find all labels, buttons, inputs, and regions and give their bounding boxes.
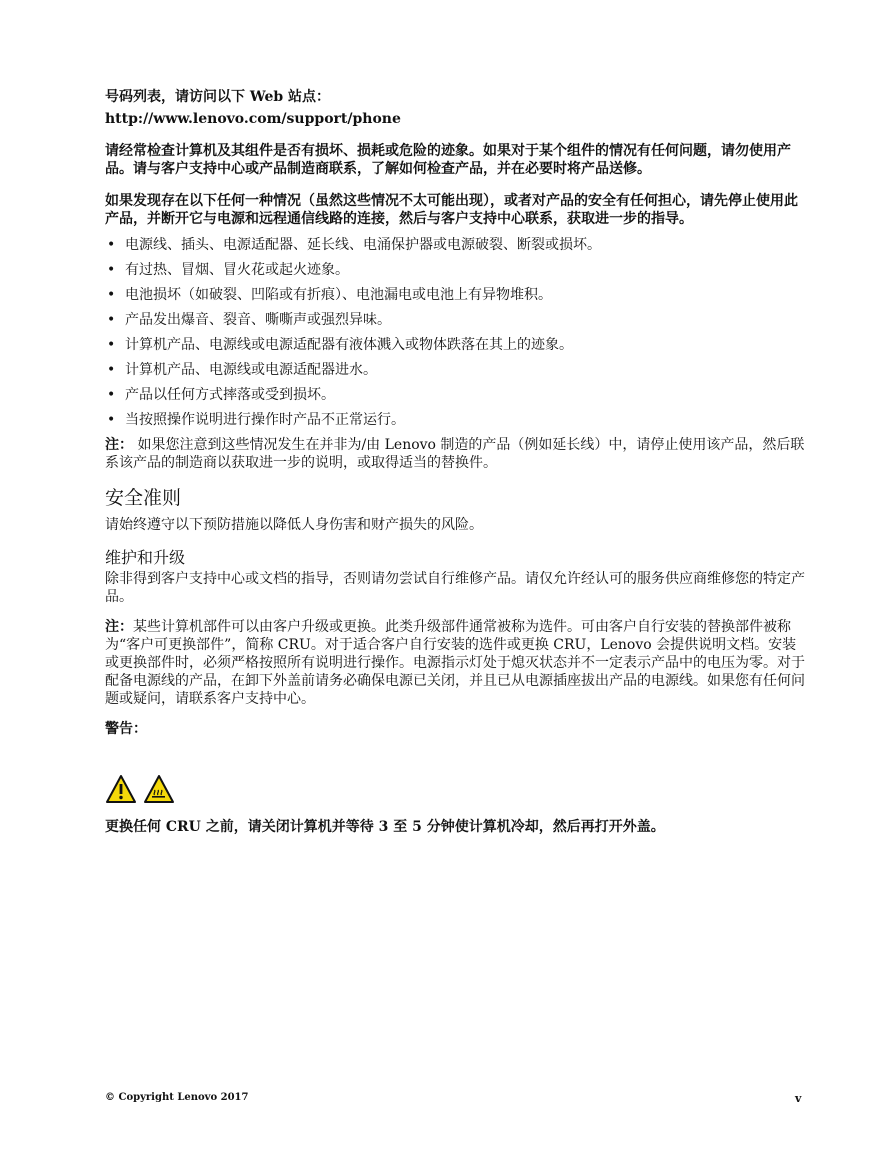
bullet-icon: • (107, 362, 116, 378)
intro-line: 号码列表，请访问以下 Web 站点： (105, 89, 331, 105)
section-title: 安全准则 (105, 487, 182, 509)
hazard-list (105, 236, 807, 429)
hot-surface-icon (143, 774, 175, 804)
list-item: • 电源线、插头、电源适配器、延长线、电涌保护器或电源破裂、断裂或损坏。 (107, 237, 601, 253)
document-body (105, 88, 807, 836)
note-text: 如果您注意到这些情况发生在并非为/由 Lenovo 制造的产品（例如延长线）中，请停止使用该产品，然后联系该产品的制造商以获取进一步的说明，或取得适当的替换件。 (105, 437, 805, 471)
list-item: • 产品发出爆音、裂音、嘶嘶声或强烈异味。 (107, 312, 391, 328)
warning-label: 警告： (105, 721, 147, 737)
subsection-title: 维护和升级 (105, 548, 186, 567)
warning-icon (105, 774, 137, 804)
warning-icons (105, 774, 807, 804)
note-label: 注： (105, 437, 133, 453)
list-item: • 产品以任何方式摔落或受到损坏。 (107, 387, 335, 403)
bullet-icon: • (107, 312, 116, 328)
support-url[interactable]: http://www.lenovo.com/support/phone (105, 111, 401, 127)
bullet-icon: • (107, 412, 116, 428)
bullet-icon: • (107, 262, 116, 278)
list-item: • 电池损坏（如破裂、凹陷或有折痕）、电池漏电或电池上有异物堆积。 (107, 287, 552, 303)
stop-paragraph: 如果发现存在以下任何一种情况（虽然这些情况不太可能出现），或者对产品的安全有任何担心，请先停止使用此产品，并断开它与电源和远程通信线路的连接，然后与客户支持中心联系，获取进一步的指导。 (105, 193, 798, 227)
bullet-icon: • (107, 237, 116, 253)
list-item: • 计算机产品、电源线或电源适配器进水。 (107, 362, 377, 378)
list-item: • 有过热、冒烟、冒火花或起火迹象。 (107, 262, 349, 278)
bullet-icon: • (107, 337, 116, 353)
note-text: 某些计算机部件可以由客户升级或更换。此类升级部件通常被称为选件。可由客户自行安装的替换部件被称为“客户可更换部件”，简称 CRU。对于适合客户自行安装的选件或更换 CRU，Lenovo 会提供说明文档。安装或更换部件时，必须严格按照所有说明进行操作。电源指示灯处于熄灭状态并不一定表示产品中的电压为零。对于配备电源线的产品，在卸下外盖前请务必确保电源已关闭，并且已从电源插座拔出产品的电源线。如果您有任何问题或疑问，请联系客户支持中心。 (105, 619, 805, 707)
list-item: • 计算机产品、电源线或电源适配器有液体溅入或物体跌落在其上的迹象。 (107, 337, 573, 353)
note-label: 注： (105, 619, 133, 635)
note-non-lenovo (105, 436, 807, 472)
subsection-text: 除非得到客户支持中心或文档的指导，否则请勿尝试自行维修产品。请仅允许经认可的服务供应商维修您的特定产品。 (105, 571, 805, 605)
copyright: © Copyright Lenovo 2017 (105, 1092, 249, 1103)
bullet-icon: • (107, 387, 116, 403)
list-item: • 当按照操作说明进行操作时产品不正常运行。 (107, 412, 405, 428)
note-cru (105, 618, 807, 708)
check-paragraph: 请经常检查计算机及其组件是否有损坏、损耗或危险的迹象。如果对于某个组件的情况有任何问题，请勿使用产品。请与客户支持中心或产品制造商联系，了解如何检查产品，并在必要时将产品送修。 (105, 143, 791, 177)
page-number: v (795, 1092, 802, 1105)
section-intro: 请始终遵守以下预防措施以降低人身伤害和财产损失的风险。 (105, 517, 483, 533)
warning-text: 更换任何 CRU 之前，请关闭计算机并等待 3 至 5 分钟使计算机冷却，然后再打开外盖。 (105, 819, 665, 835)
bullet-icon: • (107, 287, 116, 303)
